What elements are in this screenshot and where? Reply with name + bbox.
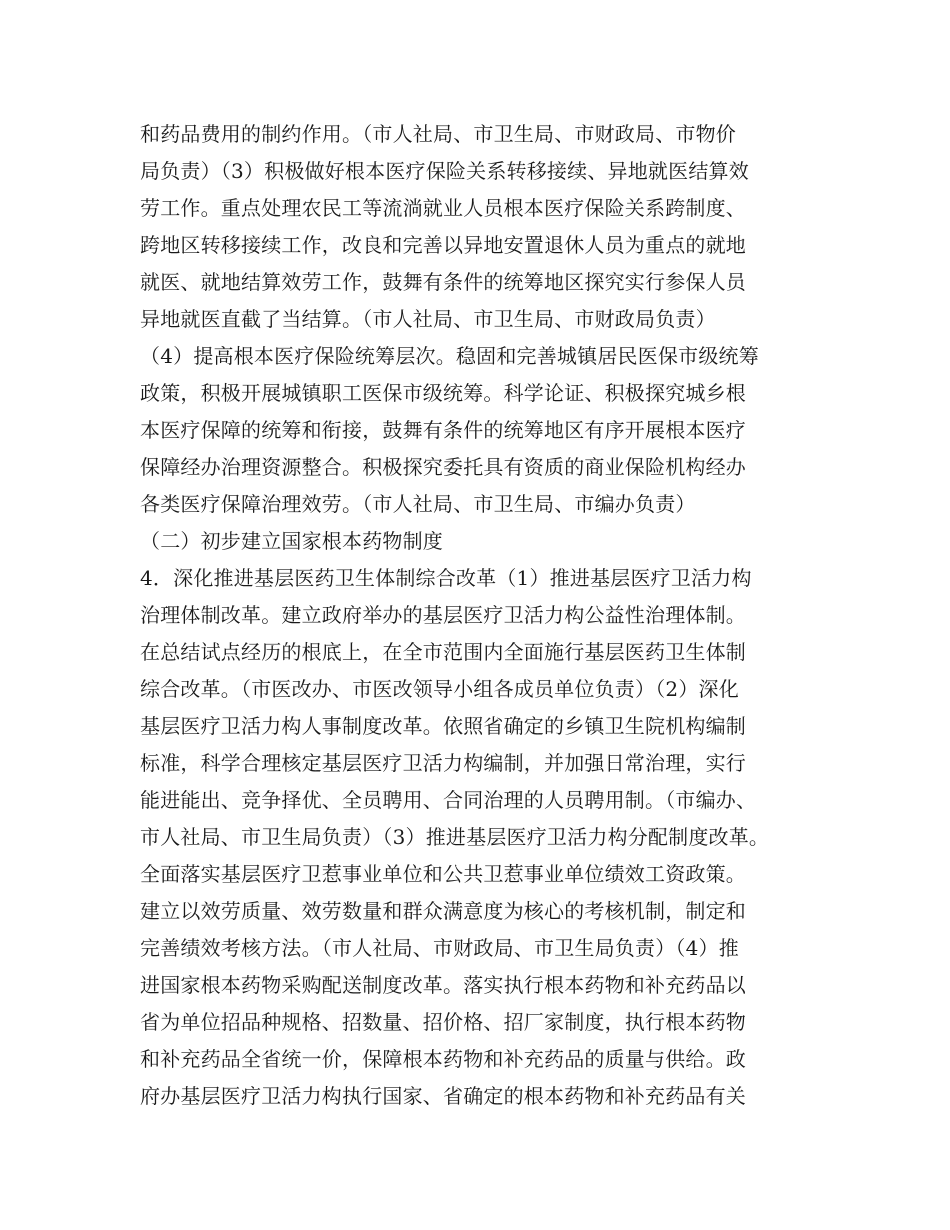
text-line: 能进能出、竞争择优、全员聘用、合同治理的人员聘用制。（市编办、 — [140, 788, 757, 812]
text-line: 省为单位招品种规格、招数量、招价格、招厂家制度，执行根本药物 — [140, 1010, 746, 1034]
text-line: 和补充药品全省统一价，保障根本药物和补充药品的质量与供给。政 — [140, 1047, 746, 1071]
text-line: 政策，积极开展城镇职工医保市级统筹。科学论证、积极探究城乡根 — [140, 381, 746, 405]
text-line: 市人社局、市卫生局负责）（3）推进基层医疗卫活力构分配制度改革。 — [140, 825, 770, 849]
text-line: 完善绩效考核方法。（市人社局、市财政局、市卫生局负责）（4）推 — [140, 936, 739, 960]
text-line: 基层医疗卫活力构人事制度改革。依照省确定的乡镇卫生院机构编制 — [140, 714, 746, 738]
text-line: 标准，科学合理核定基层医疗卫活力构编制，并加强日常治理，实行 — [140, 751, 746, 775]
text-line: 跨地区转移接续工作，改良和完善以异地安置退休人员为重点的就地 — [140, 233, 746, 257]
section-heading: （二）初步建立国家根本药物制度 — [140, 529, 443, 553]
text-line: 和药品费用的制约作用。（市人社局、市卫生局、市财政局、市物价 — [140, 122, 736, 146]
text-line: 保障经办治理资源整合。积极探究委托具有资质的商业保险机构经办 — [140, 455, 746, 479]
text-line: 局负责）（3）积极做好根本医疗保险关系转移接续、异地就医结算效 — [140, 159, 749, 183]
text-line: 4．深化推进基层医药卫生体制综合改革（1）推进基层医疗卫活力构 — [140, 566, 752, 590]
text-line: 本医疗保障的统筹和衔接，鼓舞有条件的统筹地区有序开展根本医疗 — [140, 418, 746, 442]
text-line: 综合改革。（市医改办、市医改领导小组各成员单位负责）（2）深化 — [140, 677, 739, 701]
text-line: 劳工作。重点处理农民工等流淌就业人员根本医疗保险关系跨制度、 — [140, 196, 746, 220]
document-body — [140, 116, 820, 1115]
text-line: 府办基层医疗卫活力构执行国家、省确定的根本药物和补充药品有关 — [140, 1084, 746, 1108]
text-line: 就医、就地结算效劳工作，鼓舞有条件的统筹地区探究实行参保人员 — [140, 270, 746, 294]
text-line: 各类医疗保障治理效劳。（市人社局、市卫生局、市编办负责） — [140, 492, 696, 516]
text-line: 进国家根本药物采购配送制度改革。落实执行根本药物和补充药品以 — [140, 973, 746, 997]
text-line: 治理体制改革。建立政府举办的基层医疗卫活力构公益性治理体制。 — [140, 603, 746, 627]
text-line: 在总结试点经历的根底上，在全市范围内全面施行基层医药卫生体制 — [140, 640, 746, 664]
text-line: （4）提高根本医疗保险统筹层次。稳固和完善城镇居民医保市级统筹 — [140, 344, 759, 368]
text-line: 异地就医直截了当结算。（市人社局、市卫生局、市财政局负责） — [140, 307, 716, 331]
text-line: 建立以效劳质量、效劳数量和群众满意度为核心的考核机制，制定和 — [140, 899, 746, 923]
text-line: 全面落实基层医疗卫惹事业单位和公共卫惹事业单位绩效工资政策。 — [140, 862, 746, 886]
